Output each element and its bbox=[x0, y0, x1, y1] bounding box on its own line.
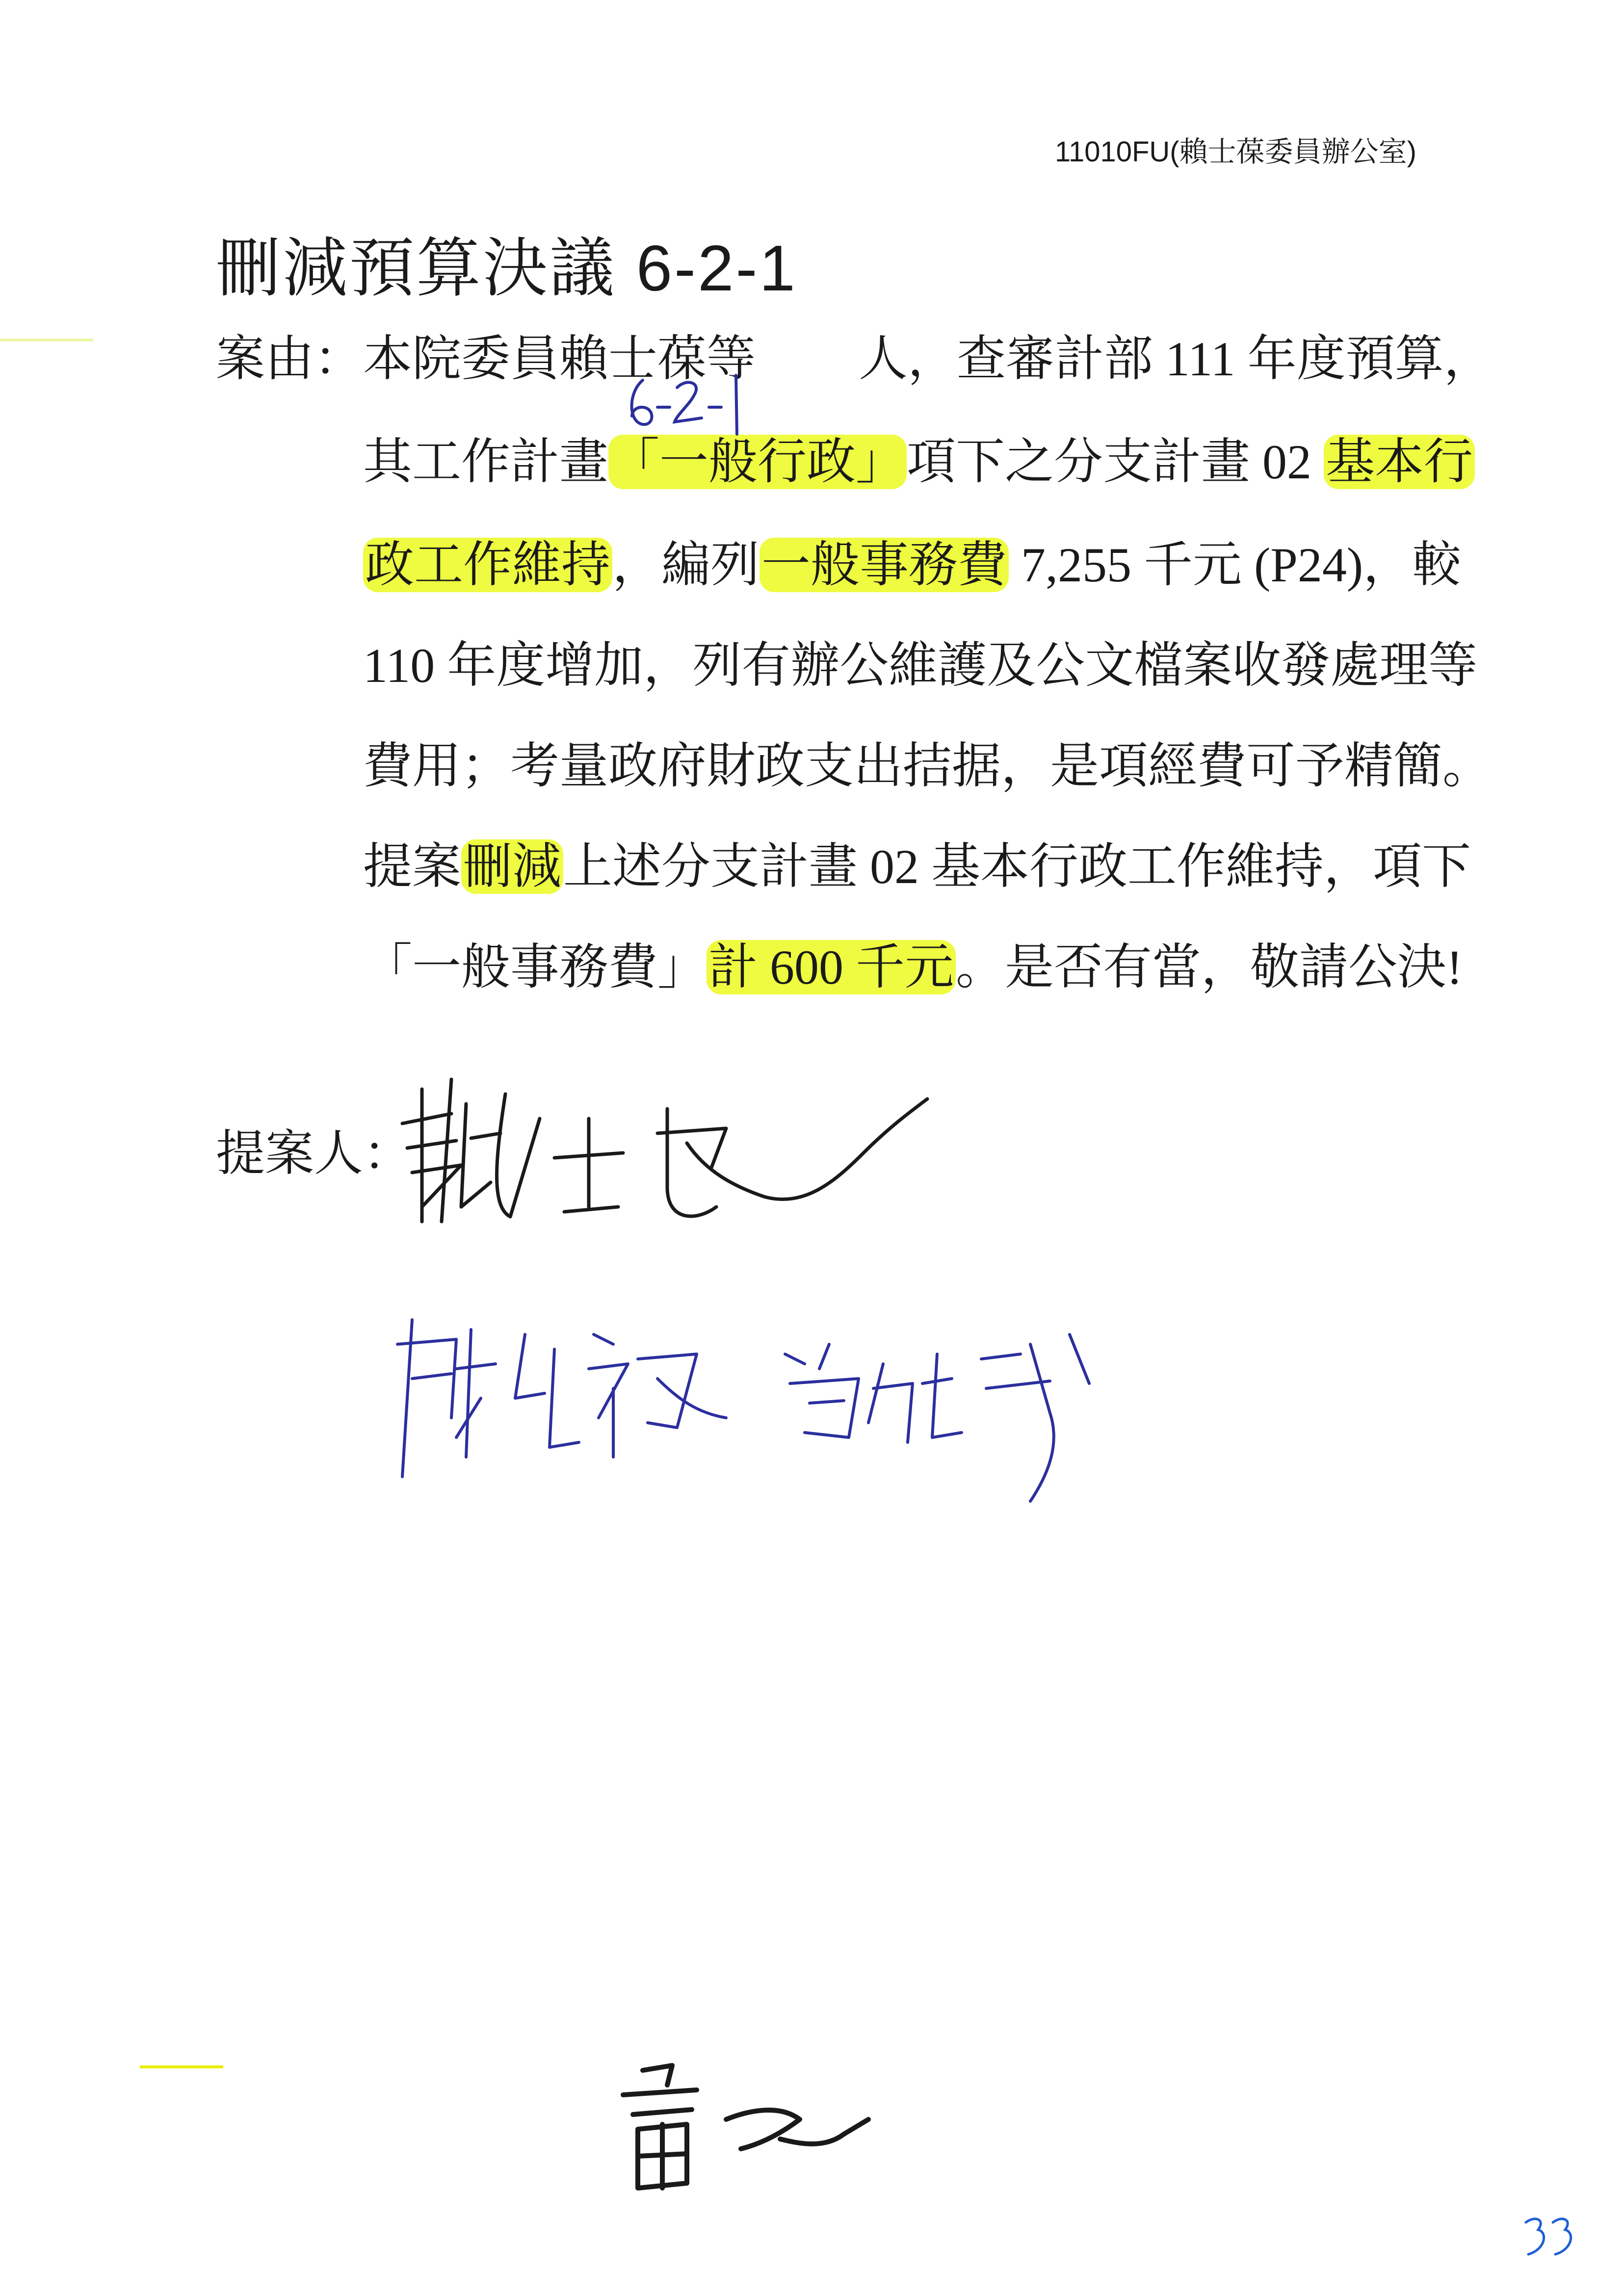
handwritten-annotation bbox=[623, 373, 751, 437]
body-line-6 bbox=[363, 827, 1471, 897]
page-number-strokes bbox=[1521, 2213, 1580, 2262]
page-number bbox=[1521, 2213, 1580, 2262]
signature-3-strokes bbox=[775, 1325, 1128, 1511]
signature-4 bbox=[613, 2051, 878, 2208]
body-line-3 bbox=[363, 525, 1461, 596]
signature-2-strokes bbox=[383, 1300, 785, 1487]
page-title: 刪減預算決議 6-2-1 bbox=[216, 232, 797, 304]
body-line-6-a: 提案 bbox=[363, 839, 461, 894]
signature-4-strokes bbox=[613, 2051, 878, 2208]
body-line-1-prefix: 案由：本院委員賴士葆等 bbox=[216, 332, 756, 386]
highlight-general-admin: 「一般行政」 bbox=[608, 435, 907, 489]
office-code: 11010FU(賴士葆委員辦公室) bbox=[1055, 136, 1416, 168]
body-line-2-c: 項下之分支計畫 02 bbox=[907, 435, 1324, 489]
body-line-3-b: ，編列 bbox=[612, 538, 760, 592]
signature-2 bbox=[383, 1300, 785, 1487]
body-line-6-c: 上述分支計畫 02 基本行政工作維持，項下 bbox=[563, 839, 1471, 894]
body-line-5: 費用；考量政府財政支出拮据，是項經費可予精簡。 bbox=[363, 739, 1492, 793]
highlight-amount: 計 600 千元 bbox=[707, 940, 956, 994]
highlight-basic-admin-a: 基本行 bbox=[1324, 435, 1475, 489]
body-line-4: 110 年度增加，列有辦公維護及公文檔案收發處理等 bbox=[363, 638, 1478, 693]
highlight-basic-admin-b: 政工作維持 bbox=[363, 538, 612, 592]
signature-1-strokes bbox=[393, 1060, 942, 1266]
signature-3 bbox=[775, 1325, 1128, 1511]
body-line-2-a: 其工作計畫 bbox=[363, 435, 608, 489]
body-line-1-suffix: 人，查審計部 111 年度預算， bbox=[859, 332, 1493, 386]
annotation-strokes bbox=[623, 373, 751, 437]
highlighter-mark-top bbox=[0, 339, 93, 341]
signature-1 bbox=[393, 1060, 942, 1266]
highlight-general-expense: 一般事務費 bbox=[760, 538, 1009, 592]
body-line-7-c: 。是否有當，敬請公決! bbox=[956, 940, 1463, 994]
proposer-label: 提案人： bbox=[216, 1126, 412, 1181]
highlighter-mark-bottom bbox=[140, 2065, 223, 2068]
highlight-cut: 刪減 bbox=[461, 839, 563, 894]
body-line-2 bbox=[363, 422, 1475, 493]
body-line-1 bbox=[216, 319, 1493, 390]
body-line-7 bbox=[363, 927, 1463, 998]
body-line-3-d: 7,255 千元 (P24)，較 bbox=[1009, 538, 1462, 592]
body-line-7-a: 「一般事務費」 bbox=[363, 940, 707, 994]
